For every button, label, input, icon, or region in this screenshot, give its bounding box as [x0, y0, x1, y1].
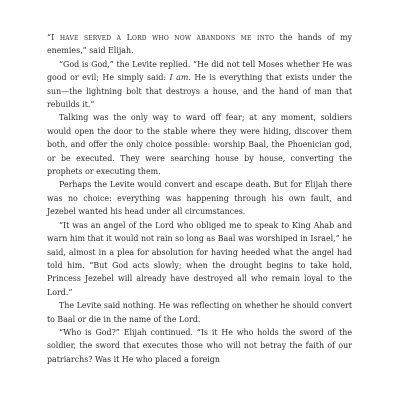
- opening-small-caps: “I have served a Lord who now abandons me into: [47, 33, 275, 42]
- paragraph-angel: “It was an angel of the Lord who obliged me to speak to King Ahab and warn him that it would not rain so long as Baal was worshiped in Israel,” he said, almost in a plea for absolution for having heeded what the angel had told him. “But God acts slowly; when the drought begins to take hold, Princess Jezebel will already have destroyed all who remain loyal to the Lord.”: [47, 220, 352, 297]
- opening-rest: the hands of my enemies,” said Elijah.: [47, 33, 352, 56]
- paragraph-perhaps: Perhaps the Levite would convert and escape death. But for Elijah there was no choice: everything was happening through his own fault, and Jezebel wanted his head under all circumstances.: [47, 180, 352, 217]
- paragraph-levite-reply: [47, 58, 352, 112]
- paragraph-opening: [47, 31, 352, 58]
- levite-reply-continued: He is everything that exists under the sun—the lightning bolt that destroys a house, and the hand of man that rebuilds it.”: [47, 73, 352, 110]
- paragraph-talking: Talking was the only way to ward off fear; at any moment, soldiers would open the door to the stable where they were hiding, discover them both, and offer the only choice possible: worship Baal, the Phoenician god, or be executed. They were searching house by house, converting the prophets or executing them.: [47, 113, 352, 177]
- paragraph-levite-silent: The Levite said nothing. He was reflecting on whether he should convert to Baal or die in the name of the Lord.: [47, 301, 352, 324]
- paragraph-who-is-god: “Who is God?” Elijah continued. “Is it He who holds the sword of the soldier, the sword that executes those who will not betray the faith of our patriarchs? Was it He who placed a foreign: [47, 327, 352, 364]
- levite-reply-text: “God is God,” the Levite replied. “He did not tell Moses whether He was good or evil; He simply said:: [47, 59, 352, 83]
- body-text: [47, 31, 352, 366]
- i-am-emphasis: I am.: [169, 73, 191, 83]
